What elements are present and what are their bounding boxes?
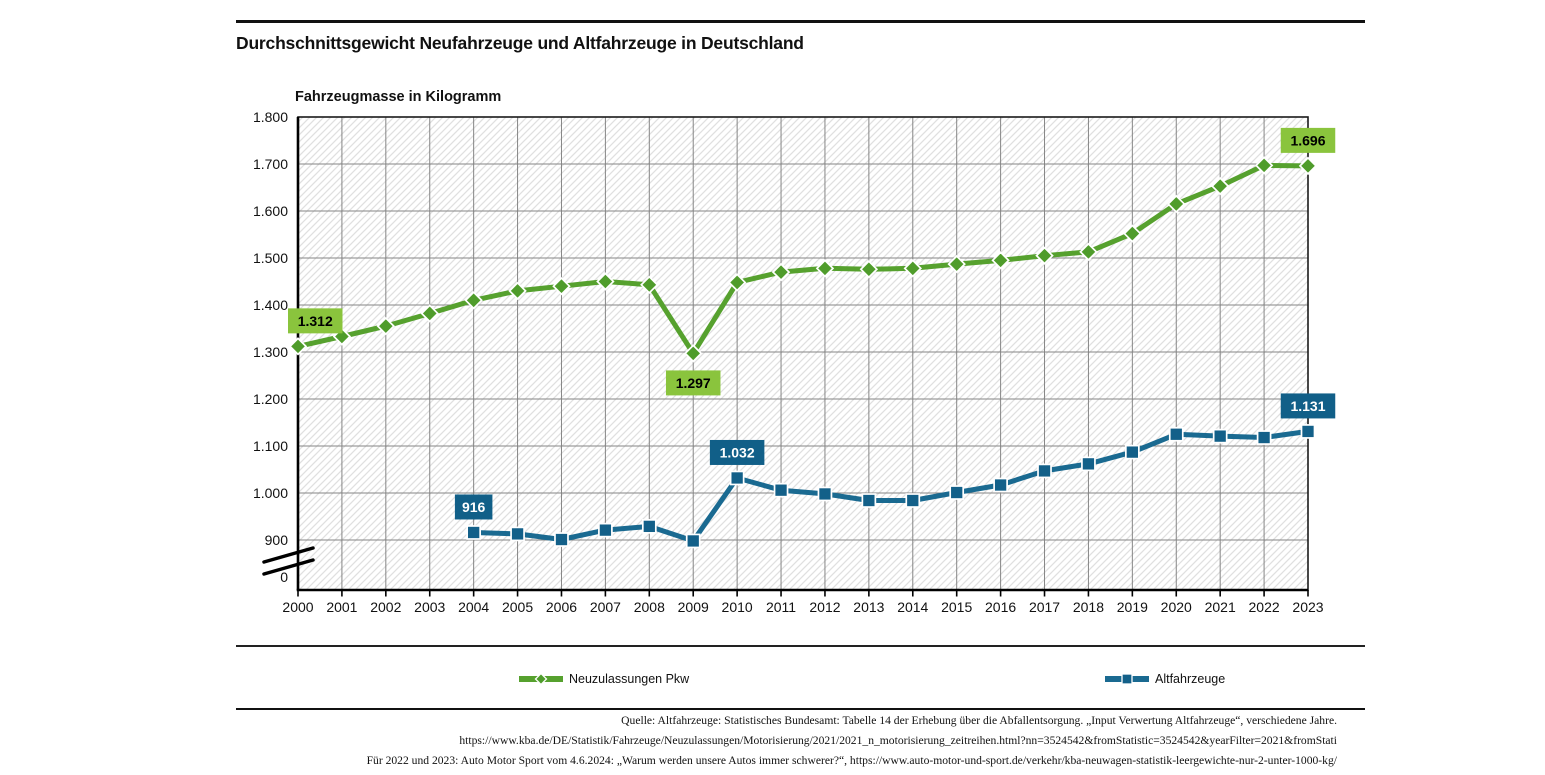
x-tick-label: 2009 [677,599,709,615]
y-tick-label: 1.100 [252,438,288,454]
legend-item-altfahrzeuge [1104,668,1225,690]
x-tick-label: 2000 [282,599,314,615]
x-tick-label: 2006 [545,599,578,615]
source-line-2: https://www.kba.de/DE/Statistik/Fahrzeuge/Neuzulassungen/Motorisierung/2021/2021_n_motorisierung_zeitreihen.html?nn=3524542&fromStatistic=3524542&yearFilter=2021&fromStati [459,734,1337,747]
data-point-marker [994,479,1007,492]
x-tick-label: 2017 [1028,599,1061,615]
x-tick-label: 2018 [1072,599,1105,615]
value-callout [455,494,493,519]
data-point-marker [687,534,700,547]
page-title: Durchschnittsgewicht Neufahrzeuge und Altfahrzeuge in Deutschland [236,33,804,53]
value-callout [1281,393,1336,418]
value-callout [710,440,765,465]
value-callout [666,370,721,395]
x-tick-label: 2020 [1160,599,1192,615]
x-tick-label: 2019 [1116,599,1148,615]
source-note [236,711,1337,771]
x-tick-label: 2023 [1292,599,1324,615]
data-point-marker [1082,457,1095,470]
x-tick-label: 2008 [633,599,665,615]
y-tick-label: 1.800 [252,109,288,125]
y-tick-label: 0 [280,569,288,585]
data-point-marker [818,487,831,500]
data-point-marker [1258,431,1271,444]
callout-value: 1.696 [1290,132,1326,149]
value-callout [1281,128,1336,153]
data-point-marker [1126,446,1139,459]
callout-value: 916 [461,498,486,515]
legend-marker-sample [536,674,547,685]
data-point-marker [906,494,919,507]
y-tick-label: 900 [264,532,288,548]
data-point-marker [467,526,480,539]
source-line-3: Für 2022 und 2023: Auto Motor Sport vom 4.6.2024: „Warum werden unsere Autos immer schwerer?“, https://www.auto-motor-und-sport.de/verkehr/kba-neuwagen-statistik-leergewichte-nur-2-unter-1000-kg/ [366,754,1337,767]
legend-divider [236,645,1365,647]
callout-value: 1.131 [1290,397,1326,414]
data-point-marker [555,533,568,546]
data-point-marker [950,486,963,499]
callout-value: 1.297 [675,374,711,391]
x-tick-label: 2015 [941,599,973,615]
source-divider [236,708,1365,710]
data-point-marker [643,520,656,533]
data-point-marker [775,484,788,497]
x-tick-label: 2016 [985,599,1017,615]
data-point-marker [511,527,524,540]
x-tick-label: 2012 [809,599,841,615]
x-tick-label: 2011 [765,599,797,615]
chart-legend [0,668,1545,690]
callout-value: 1.312 [297,312,333,329]
x-tick-label: 2021 [1204,599,1236,615]
y-tick-label: 1.200 [252,391,288,407]
x-tick-label: 2007 [589,599,621,615]
y-tick-label: 1.300 [252,344,288,360]
y-axis-title: Fahrzeugmasse in Kilogramm [295,89,502,105]
callout-value: 1.032 [719,444,755,461]
data-point-marker [1038,464,1051,477]
x-tick-label: 2003 [414,599,446,615]
value-callout [288,308,343,333]
y-tick-label: 1.700 [252,156,288,172]
y-axis-tick-labels [253,109,288,585]
plot-area-hatch [298,117,1308,590]
x-tick-label: 2013 [853,599,885,615]
y-tick-label: 1.000 [252,485,288,501]
data-point-marker [1302,425,1315,438]
blue-square-line-swatch [1104,672,1150,686]
data-point-marker [862,494,875,507]
legend-marker-sample [1122,674,1132,684]
x-tick-label: 2014 [897,599,929,615]
y-tick-label: 1.500 [252,250,288,266]
data-point-marker [1214,430,1227,443]
legend-label: Neuzulassungen Pkw [569,672,690,686]
green-diamond-line-swatch [518,672,564,686]
legend-item-neuzulassungen-pkw [518,668,689,690]
x-tick-label: 2005 [501,599,534,615]
x-tick-label: 2002 [370,599,402,615]
x-tick-label: 2022 [1248,599,1280,615]
data-point-marker [731,471,744,484]
x-tick-label: 2001 [326,599,358,615]
x-axis-year-labels [282,599,1323,615]
legend-label: Altfahrzeuge [1155,672,1226,686]
y-tick-label: 1.600 [252,203,288,219]
data-point-marker [599,524,612,537]
y-tick-label: 1.400 [252,297,288,313]
x-tick-label: 2004 [458,599,490,615]
source-line-1: Quelle: Altfahrzeuge: Statistisches Bundesamt: Tabelle 14 der Erhebung über die Abfallentsorgung. „Input Verwertung Altfahrzeuge“, verschiedene Jahre. [621,714,1337,727]
x-tick-label: 2010 [721,599,753,615]
data-point-marker [1170,428,1183,441]
